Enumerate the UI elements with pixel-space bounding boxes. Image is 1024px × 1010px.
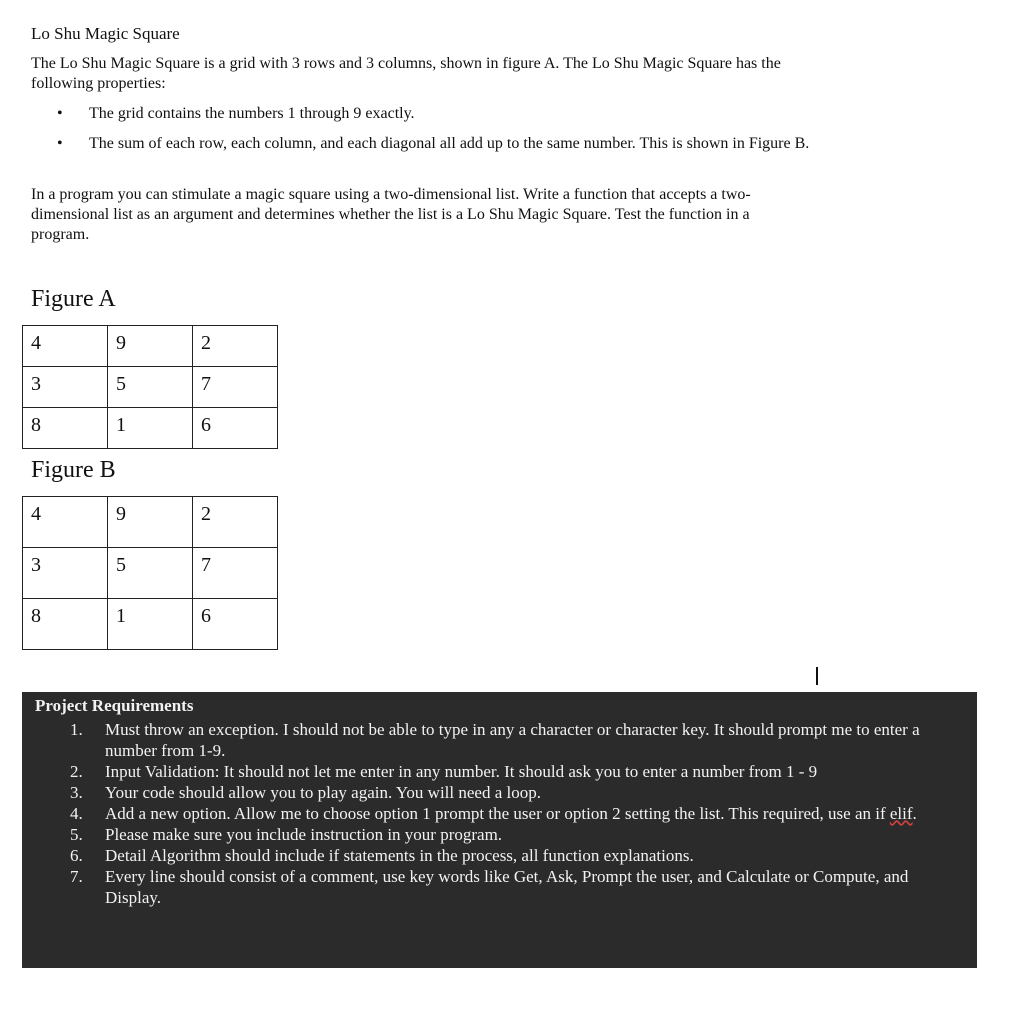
requirement-number: 4. — [70, 804, 83, 823]
grid-cell: 4 — [23, 326, 108, 367]
requirement-text: Must throw an exception. I should not be able to type in any a character or character key. It should prompt me to enter a number from 1-9. — [105, 720, 920, 760]
requirements-title: Project Requirements — [35, 696, 194, 715]
requirement-text: Please make sure you include instruction in your program. — [105, 825, 503, 844]
figure-a-label: Figure A — [31, 286, 116, 312]
requirement-item — [35, 845, 963, 866]
grid-cell: 9 — [108, 497, 193, 548]
spellcheck-word: elif — [889, 804, 913, 823]
requirement-item — [35, 761, 963, 782]
requirement-text: Your code should allow you to play again. You will need a loop. — [105, 783, 541, 802]
text-cursor-icon — [816, 667, 818, 685]
requirement-text-end: . — [912, 804, 917, 823]
grid-cell: 7 — [193, 367, 278, 408]
grid-cell: 3 — [23, 548, 108, 599]
grid-cell: 3 — [23, 367, 108, 408]
grid-cell: 7 — [193, 548, 278, 599]
requirement-item — [35, 824, 963, 845]
grid-cell: 2 — [193, 497, 278, 548]
requirement-text: Input Validation: It should not let me enter in any number. It should ask you to enter a number from 1 - 9 — [105, 762, 818, 781]
grid-cell: 8 — [23, 599, 108, 650]
grid-cell: 5 — [108, 367, 193, 408]
requirements-panel — [22, 692, 977, 968]
property-item: • The sum of each row, each column, and each diagonal all add up to the same number. This is shown in Figure B. — [55, 134, 815, 154]
requirement-text: Add a new option. Allow me to choose option 1 prompt the user or option 2 setting the list. This required, use an if — [105, 804, 890, 823]
requirement-item — [35, 866, 963, 908]
program-paragraph: In a program you can stimulate a magic square using a two-dimensional list. Write a function that accepts a two-dimensional list as an argument and determines whether the list is a Lo Shu Magic Square. Test the function in a program. — [31, 186, 751, 243]
intro-paragraph: The Lo Shu Magic Square is a grid with 3 rows and 3 columns, shown in figure A. The Lo Shu Magic Square has the following properties: — [31, 55, 781, 92]
grid-cell: 5 — [108, 548, 193, 599]
grid-row — [23, 367, 278, 408]
requirement-number: 7. — [70, 867, 83, 886]
grid-cell: 1 — [108, 599, 193, 650]
grid-cell: 4 — [23, 497, 108, 548]
grid-cell: 8 — [23, 408, 108, 449]
requirement-number: 1. — [70, 720, 83, 739]
page-title: Lo Shu Magic Square — [31, 24, 180, 43]
requirement-number: 3. — [70, 783, 83, 802]
requirement-number: 2. — [70, 762, 83, 781]
grid-cell: 1 — [108, 408, 193, 449]
grid-row — [23, 326, 278, 367]
grid-row — [23, 548, 278, 599]
grid-cell: 6 — [193, 599, 278, 650]
figure-b-label: Figure B — [31, 457, 116, 483]
requirement-text: Every line should consist of a comment, use key words like Get, Ask, Prompt the user, and Calculate or Compute, and Display. — [105, 867, 909, 907]
requirement-item — [35, 803, 963, 824]
properties-list — [55, 104, 815, 164]
grid-cell: 9 — [108, 326, 193, 367]
grid-row — [23, 408, 278, 449]
requirement-number: 6. — [70, 846, 83, 865]
figure-a-grid — [22, 325, 278, 449]
requirement-item — [35, 782, 963, 803]
grid-cell: 6 — [193, 408, 278, 449]
requirements-list — [35, 719, 963, 908]
requirement-text: Detail Algorithm should include if statements in the process, all function explanations. — [105, 846, 694, 865]
requirement-item — [35, 719, 963, 761]
grid-row — [23, 497, 278, 548]
grid-row — [23, 599, 278, 650]
figure-b-grid — [22, 496, 278, 650]
requirement-number: 5. — [70, 825, 83, 844]
property-item: • The grid contains the numbers 1 through 9 exactly. — [55, 104, 815, 124]
grid-cell: 2 — [193, 326, 278, 367]
